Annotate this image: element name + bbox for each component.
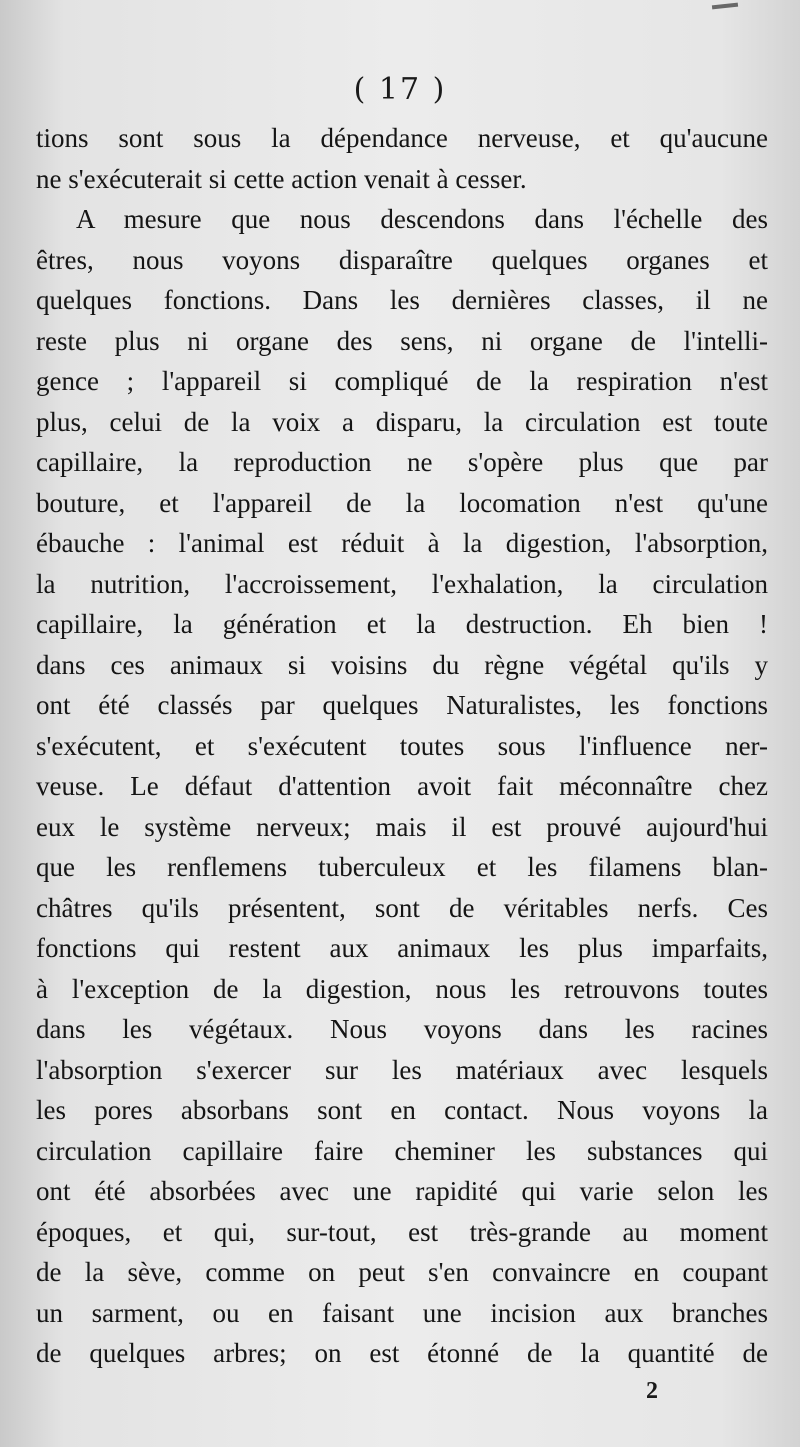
signature-mark: 2 — [646, 1378, 658, 1404]
text-line: quelques fonctions. Dans les dernières classes, il ne — [36, 285, 768, 315]
text-line: dans les végétaux. Nous voyons dans les racines — [36, 1014, 768, 1044]
text-line: ont été classés par quelques Naturalistes, les fonctions — [36, 690, 768, 720]
text-line: ne s'exécuterait si cette action venait à cesser. — [36, 163, 527, 194]
body-text — [36, 118, 768, 1374]
text-line: plus, celui de la voix a disparu, la circulation est toute — [36, 406, 768, 437]
text-line: capillaire, la génération et la destruction. Eh bien ! — [36, 609, 768, 639]
text-line: châtres qu'ils présentent, sont de véritables nerfs. Ces — [36, 892, 768, 923]
text-line: de la sève, comme on peut s'en convaincre en coupant — [36, 1257, 768, 1287]
text-line: époques, et qui, sur-tout, est très-grande au moment — [36, 1216, 768, 1247]
text-line: A mesure que nous descendons dans l'échelle des — [76, 204, 768, 234]
text-line: dans ces animaux si voisins du règne végétal qu'ils y — [36, 649, 768, 680]
text-line: de quelques arbres; on est étonné de la quantité de — [36, 1338, 768, 1368]
text-line: les pores absorbans sont en contact. Nous voyons la — [36, 1095, 768, 1125]
text-line: fonctions qui restent aux animaux les plus imparfaits, — [36, 933, 768, 963]
text-line: l'absorption s'exercer sur les matériaux avec lesquels — [36, 1054, 768, 1085]
text-line: reste plus ni organe des sens, ni organe de l'intelli- — [36, 325, 768, 356]
ink-mark — [712, 3, 738, 10]
text-line: capillaire, la reproduction ne s'opère plus que par — [36, 447, 768, 477]
text-line: un sarment, ou en faisant une incision aux branches — [36, 1297, 768, 1328]
text-line: êtres, nous voyons disparaître quelques organes et — [36, 244, 768, 275]
text-line: bouture, et l'appareil de la locomation n'est qu'une — [36, 487, 768, 518]
text-line: la nutrition, l'accroissement, l'exhalation, la circulation — [36, 568, 768, 599]
text-line: à l'exception de la digestion, nous les retrouvons toutes — [36, 973, 768, 1004]
text-line: eux le système nerveux; mais il est prouvé aujourd'hui — [36, 811, 768, 842]
text-line: gence ; l'appareil si compliqué de la respiration n'est — [36, 366, 768, 396]
text-line: s'exécutent, et s'exécutent toutes sous l'influence ner- — [36, 730, 768, 761]
text-line: ont été absorbées avec une rapidité qui varie selon les — [36, 1176, 768, 1206]
page-number: ( 17 ) — [353, 72, 447, 107]
text-line: veuse. Le défaut d'attention avoit fait méconnaître chez — [36, 771, 768, 801]
text-line: que les renflemens tuberculeux et les filamens blan- — [36, 852, 768, 882]
text-line: circulation capillaire faire cheminer les substances qui — [36, 1135, 768, 1166]
text-line: tions sont sous la dépendance nerveuse, et qu'aucune — [36, 123, 768, 153]
text-line: ébauche : l'animal est réduit à la digestion, l'absorption, — [36, 528, 768, 558]
